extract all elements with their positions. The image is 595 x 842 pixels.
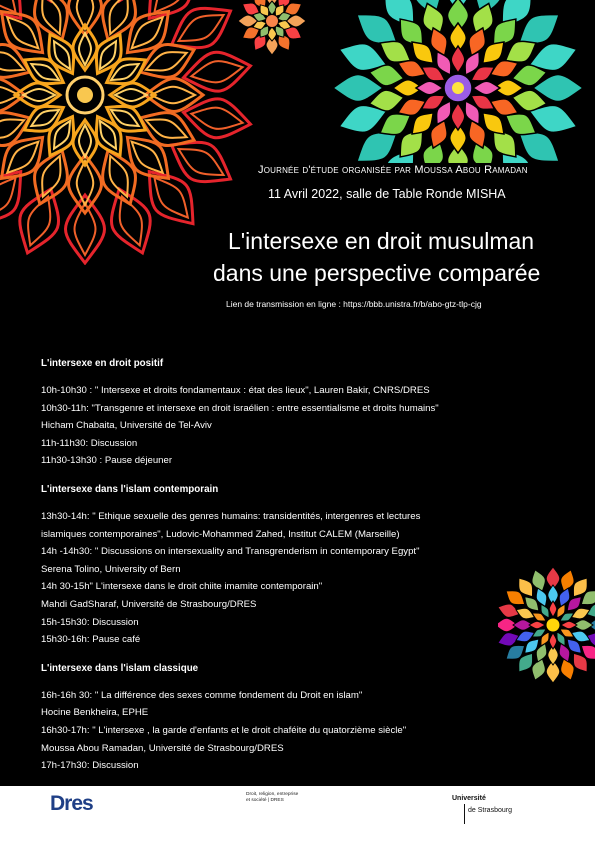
- event-subtitle: Journée d'étude organisée par Moussa Abou Ramadan: [258, 164, 528, 176]
- dres-logo: Dres: [50, 792, 93, 815]
- program-section: [41, 484, 511, 649]
- stream-link[interactable]: Lien de transmission en ligne : https://bbb.unistra.fr/b/abo-gtz-tlp-cjg: [226, 299, 482, 309]
- teal-mandala-icon: [328, 0, 588, 163]
- event-title-line2: dans une perspective comparée: [213, 260, 541, 286]
- program-line: 14h -14h30: " Discussions on intersexuality and Transgrenderism in contemporary Egypt": [41, 546, 420, 558]
- program-line: Hocine Benkheira, EPHE: [41, 707, 149, 719]
- program-line: 17h-17h30: Discussion: [41, 760, 139, 772]
- university-logo-line: de Strasbourg: [468, 807, 512, 814]
- section-heading: L'intersexe en droit positif: [41, 358, 164, 369]
- program-line: 15h30-16h: Pause café: [41, 634, 141, 646]
- program-section: [41, 358, 511, 470]
- small-mandala-icon: [237, 0, 307, 56]
- program-line: 16h-16h 30: " La différence des sexes comme fondement du Droit en islam": [41, 689, 363, 701]
- program-line: 10h30-11h: "Transgenre et intersexe en droit israélien : entre essentialisme et droits humains": [41, 402, 439, 414]
- program-line: 16h30-17h: " L'intersexe , la garde d'enfants et le droit chaféite du quatorzième siècle": [41, 724, 407, 736]
- event-title-line1: L'intersexe en droit musulman: [228, 228, 535, 254]
- program-line: 10h-10h30 : " Intersexe et droits fondamentaux : état des lieux", Lauren Bakir, CNRS/DRES: [41, 385, 430, 396]
- lab-logo: [246, 792, 356, 804]
- program-line: 14h 30-15h" L'intersexe dans le droit chiite imamite contemporain": [41, 581, 323, 593]
- program-line: Hicham Chabaita, Université de Tel-Aviv: [41, 420, 212, 432]
- program-line: Moussa Abou Ramadan, Université de Strasbourg/DRES: [41, 742, 284, 754]
- program-line: Mahdi GadSharaf, Université de Strasbourg/DRES: [41, 598, 257, 610]
- lab-logo-line: et société | DRES: [246, 798, 284, 803]
- program-line: 15h-15h30: Discussion: [41, 616, 139, 628]
- program: [41, 358, 511, 789]
- lab-logo-line: Droit, religion, entreprise: [246, 792, 299, 797]
- program-line: 13h30-14h: " Ethique sexuelle des genres humains: transidentités, intergenres et lectures: [41, 510, 421, 522]
- program-line: 11h30-13h30 : Pause déjeuner: [41, 455, 173, 467]
- university-logo: [452, 793, 522, 817]
- section-heading: L'intersexe dans l'islam contemporain: [41, 483, 219, 495]
- red-mandala-icon: [0, 0, 255, 265]
- program-line: islamiques contemporaines", Ludovic-Mohammed Zahed, Institut CALEM (Marseille): [41, 528, 400, 540]
- university-logo-bar: [464, 804, 465, 824]
- rainbow-mandala-icon: [498, 560, 595, 690]
- event-date-place: 11 Avril 2022, salle de Table Ronde MISHA: [268, 187, 506, 201]
- university-logo-line: Université: [452, 795, 486, 802]
- program-line: Serena Tolino, University of Bern: [41, 563, 181, 575]
- section-heading: L'intersexe dans l'islam classique: [41, 662, 199, 674]
- program-section: [41, 663, 511, 775]
- program-line: 11h-11h30: Discussion: [41, 437, 138, 449]
